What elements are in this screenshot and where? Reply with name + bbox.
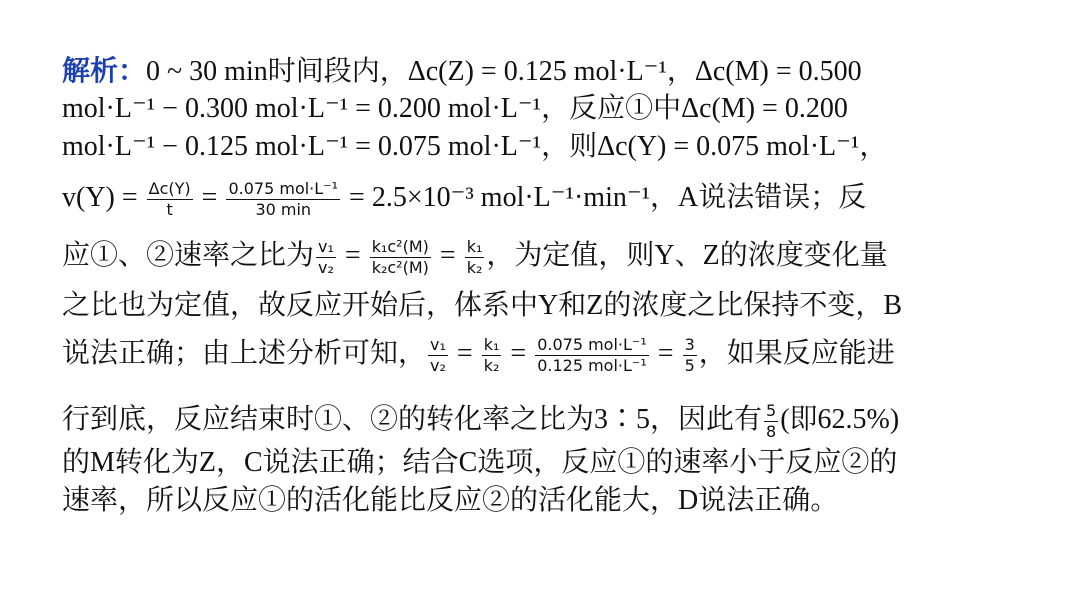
denominator: v₂ — [430, 356, 446, 376]
eq3-rest: ，如果反应能进 — [698, 338, 895, 369]
analysis-label: 解析： — [62, 54, 147, 87]
fraction — [428, 335, 448, 376]
numerator: 3 — [684, 335, 695, 355]
denominator: 8 — [766, 422, 777, 442]
fraction — [465, 237, 485, 278]
line-8-equation — [62, 396, 899, 444]
numerator: v₁ — [430, 335, 446, 355]
fraction — [316, 237, 336, 278]
line-2 — [62, 92, 848, 126]
eq2-rest: ，为定值，则Y、Z的浓度变化量 — [486, 240, 888, 271]
denominator: v₂ — [318, 258, 334, 278]
text-line-9: 的M转化为Z，C说法正确；结合C选项，反应①的速率小于反应②的 — [62, 447, 898, 478]
line-6 — [62, 289, 902, 323]
numerator: k₁ — [466, 237, 483, 257]
numerator: Δc(Y) — [148, 179, 191, 199]
fraction — [482, 335, 502, 376]
numerator: v₁ — [318, 237, 334, 257]
numerator: 5 — [766, 401, 777, 421]
fraction — [226, 179, 340, 220]
fraction — [535, 335, 649, 376]
fraction — [764, 401, 778, 442]
line-1 — [62, 54, 862, 89]
line-9 — [62, 446, 897, 480]
eq2-pre: 应①、②速率之比为 — [62, 240, 315, 271]
text-line-6: 之比也为定值，故反应开始后，体系中Y和Z的浓度之比保持不变，B — [62, 290, 903, 321]
fraction — [683, 335, 697, 376]
line-10 — [62, 484, 838, 518]
denominator: k₂ — [483, 356, 500, 376]
text-line-10: 速率，所以反应①的活化能比反应②的活化能大，D说法正确。 — [62, 485, 839, 516]
numerator: k₁ — [483, 335, 500, 355]
numerator: k₁c²(M) — [371, 237, 429, 257]
eq4-rest: (即62.5%) — [780, 404, 900, 435]
text-line-1: 0 ~ 30 min时间段内，Δc(Z) = 0.125 mol·L⁻¹，Δc(M) = 0.500 — [146, 56, 862, 87]
line-7-equation: 说法正确；由上述分析可知， $\frac{\text{v₁}}{\text{v₂}}$ = $\frac{\text{k₁}}{\text{k₂}}$ = $\frac{\text{0.075 mol·L⁻¹}}{\text{0.125 mol·L⁻¹}}$ = $\frac{3}{5}$ ，如果反应能进 — [62, 335, 895, 376]
eq1-lhs: v(Y) = — [62, 182, 145, 213]
eq4-pre: 行到底，反应结束时①、②的转化率之比为3∶5，因此有 — [62, 404, 763, 435]
denominator: 5 — [684, 356, 695, 376]
numerator: 0.075 mol·L⁻¹ — [228, 179, 339, 199]
denominator: 30 min — [255, 200, 312, 220]
eq1-rest: = 2.5×10⁻³ mol·L⁻¹·min⁻¹，A说法错误；反 — [349, 182, 867, 213]
line-4-equation: v(Y) = $\frac{\Delta c(Y)}{t}$ = $\frac{\text{0.075 mol·L⁻¹}}{30 \min}$ = 2.5×10⁻³ mol·L⁻¹·min⁻¹，A说法错误；反 — [62, 179, 867, 220]
fraction — [147, 179, 193, 220]
denominator: t — [166, 200, 173, 220]
text-line-3: mol·L⁻¹ − 0.125 mol·L⁻¹ = 0.075 mol·L⁻¹，则Δc(Y) = 0.075 mol·L⁻¹， — [62, 131, 888, 162]
numerator: 0.075 mol·L⁻¹ — [537, 335, 647, 355]
fraction — [370, 237, 431, 278]
denominator: k₂ — [466, 258, 483, 278]
denominator: 0.125 mol·L⁻¹ — [537, 356, 647, 376]
line-5-equation: 应①、②速率之比为 $\frac{\text{v₁}}{\text{v₂}}$ = $\frac{\text{k₁c²(M)}}{\text{k₂c²(M)}}$ = $\frac{\text{k₁}}{\text{k₂}}$ ，为定值，则Y、Z的浓度变化量 — [62, 237, 888, 278]
line-3 — [62, 130, 887, 164]
denominator: k₂c²(M) — [371, 258, 429, 278]
eq3-pre: 说法正确；由上述分析可知， — [62, 338, 427, 369]
text-line-2: mol·L⁻¹ − 0.300 mol·L⁻¹ = 0.200 mol·L⁻¹，反应①中Δc(M) = 0.200 — [62, 93, 848, 124]
